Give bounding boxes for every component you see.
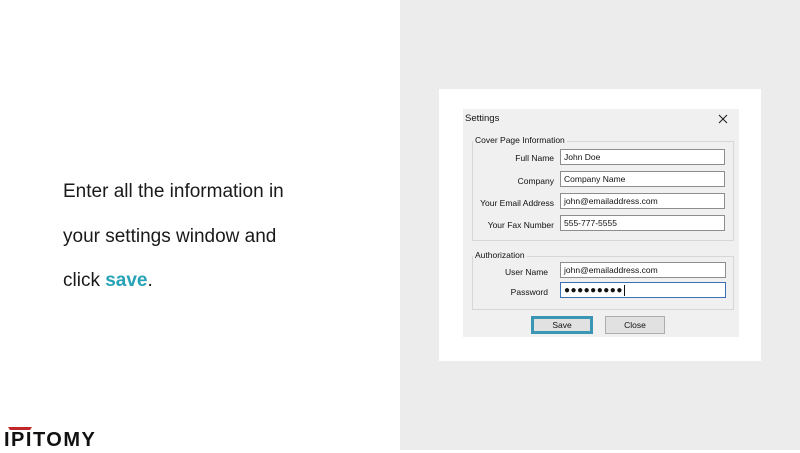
full-name-field[interactable]: John Doe [560, 149, 725, 165]
user-name-label: User Name [505, 267, 548, 277]
close-icon[interactable] [716, 112, 730, 126]
authorization-legend: Authorization [475, 250, 525, 260]
fax-field[interactable]: 555-777-5555 [560, 215, 725, 231]
company-field[interactable]: Company Name [560, 171, 725, 187]
logo-text: IPITOMY [4, 429, 97, 448]
instruction-prefix: click [63, 270, 106, 291]
instruction-suffix: . [147, 270, 153, 291]
instruction-line-1: Enter all the information in [63, 181, 284, 202]
email-label: Your Email Address [480, 198, 554, 208]
password-label: Password [510, 287, 548, 297]
user-name-field[interactable]: john@emailaddress.com [560, 262, 726, 278]
company-label: Company [517, 176, 554, 186]
instruction-text [63, 170, 363, 304]
close-button[interactable]: Close [605, 316, 665, 334]
text-caret [624, 285, 625, 296]
cover-page-legend: Cover Page Information [475, 135, 565, 145]
email-field[interactable]: john@emailaddress.com [560, 193, 725, 209]
instruction-line-3 [63, 259, 363, 304]
dialog-title: Settings [465, 113, 500, 124]
save-button[interactable]: Save [531, 316, 593, 334]
ipitomy-logo-icon [2, 424, 114, 448]
ipitomy-logo [2, 424, 114, 448]
instruction-save-highlight: save [105, 270, 148, 291]
password-value: ●●●●●●●●● [564, 285, 623, 296]
instruction-line-2: your settings window and [63, 225, 277, 247]
full-name-label: Full Name [515, 153, 554, 163]
fax-label: Your Fax Number [487, 220, 554, 230]
password-field[interactable] [560, 282, 726, 298]
